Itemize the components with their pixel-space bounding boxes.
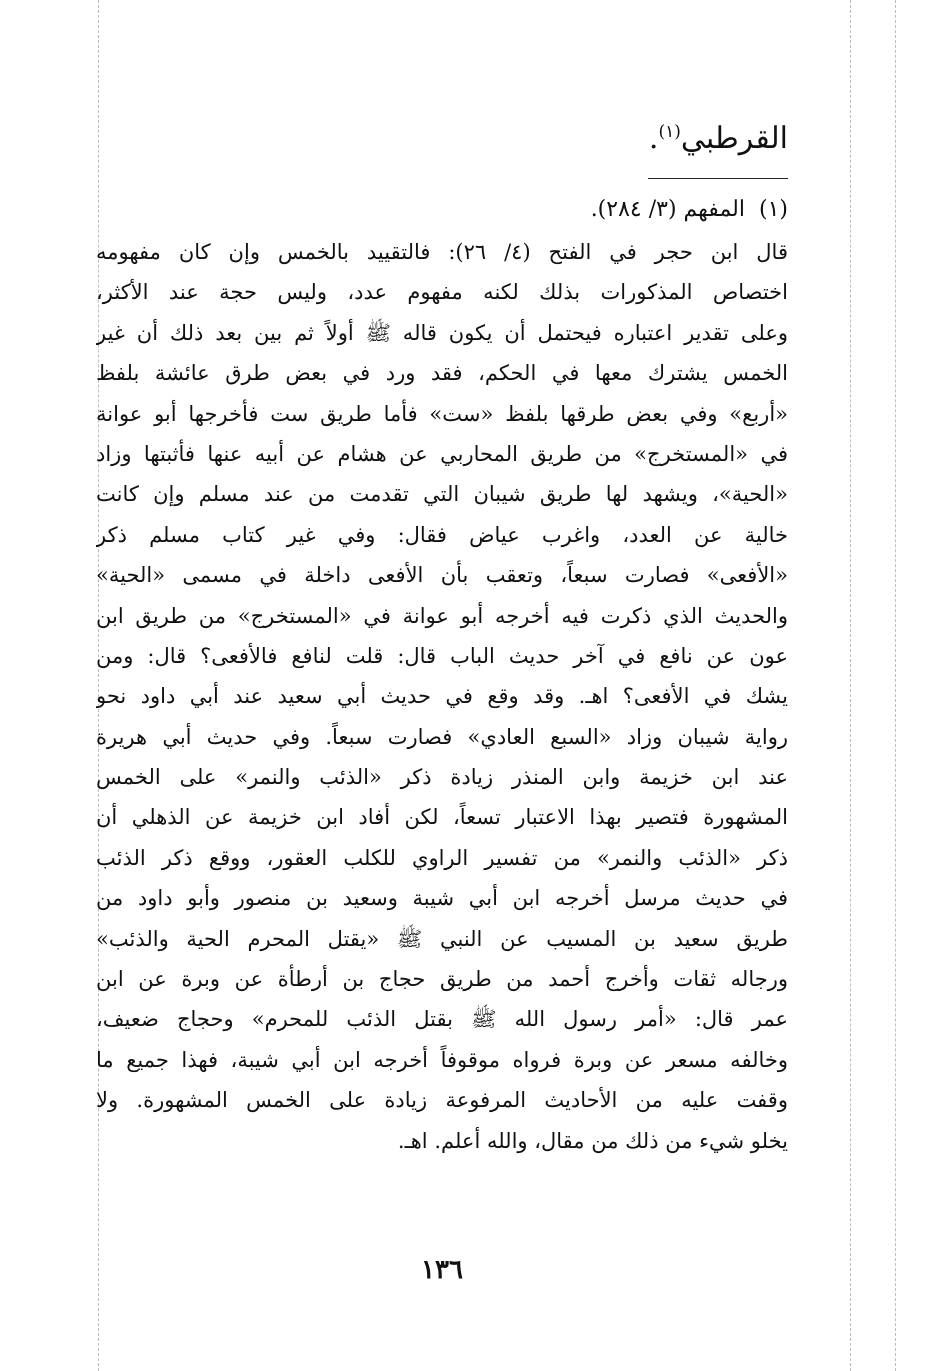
- book-page: [96, 0, 788, 1371]
- footnote-line: الخمس يشترك معها في الحكم، فقد ورد في بعض طرق عائشة بلفظ: [96, 361, 788, 386]
- footnote-line: وخالفه مسعر عن وبرة فرواه موقوفاً أخرجه ابن أبي شيبة، فهذا جميع ما: [96, 1047, 788, 1072]
- footnote-line: والحديث الذي ذكرت فيه أخرجه أبو عوانة في «المستخرج» من طريق ابن: [96, 603, 788, 628]
- footnote-line: عون عن نافع في آخر حديث الباب قال: قلت لنافع فالأفعى؟ قال: ومن: [96, 643, 788, 668]
- footnote-line: «أربع» وفي بعض طرقها بلفظ «ست» فأما طريق ست فأخرجها أبو عوانة: [96, 401, 788, 426]
- footnote-number: (١): [758, 197, 788, 222]
- footnote-line: عمر قال: «أمر رسول الله ﷺ بقتل الذئب للمحرم» وحجاج ضعيف،: [96, 1007, 788, 1032]
- footnote-separator: [648, 178, 788, 179]
- footnote-line: خالية عن العدد، واغرب عياض فقال: وفي غير كتاب مسلم ذكر: [96, 522, 788, 547]
- footnote-line: يخلو شيء من ذلك من مقال، والله أعلم. اهـ.: [397, 1128, 788, 1153]
- main-text-line: [96, 110, 788, 161]
- footnote-line: وقفت عليه من الأحاديث المرفوعة زيادة على الخمس المشهورة. ولا: [96, 1088, 788, 1113]
- footnote-line: في حديث مرسل أخرجه ابن أبي شيبة وسعيد بن منصور وأبو داود من: [96, 886, 788, 911]
- main-text-end: .: [648, 121, 659, 156]
- footnote-line: وعلى تقدير اعتباره فيحتمل أن يكون قاله ﷺ أولاً ثم بين بعد ذلك أن غير: [96, 320, 788, 345]
- footnote-line: عند ابن خزيمة وابن المنذر زيادة ذكر «الذئب والنمر» على الخمس: [96, 765, 788, 790]
- main-text-word: القرطبي: [680, 121, 788, 156]
- footnote-line: ذكر «الذئب والنمر» من تفسير الراوي للكلب العقور، ووقع ذكر الذئب: [96, 845, 788, 870]
- footnote-line: ورجاله ثقات وأخرج أحمد من طريق حجاج بن أرطأة عن وبرة عن ابن: [96, 967, 788, 992]
- footnote-line: في «المستخرج» من طريق المحاربي عن هشام عن أبيه عنها فأثبتها وزاد: [96, 441, 788, 466]
- footnote-line: رواية شيبان وزاد «السبع العادي» فصارت سبعاً. وفي حديث أبي هريرة: [96, 724, 788, 749]
- footnote-line: المشهورة فتصير بهذا الاعتبار تسعاً، لكن أفاد ابن خزيمة عن الذهلي أن: [96, 805, 788, 830]
- footnote-line: طريق سعيد بن المسيب عن النبي ﷺ «يقتل المحرم الحية والذئب»: [96, 926, 788, 951]
- footnote-body: [96, 232, 788, 1161]
- page-number: ١٣٦: [421, 1255, 463, 1285]
- footnote-line: يشك في الأفعى؟ اهـ. وقد وقع في حديث أبي سعيد عند أبي داود نحو: [96, 684, 788, 709]
- footnote-reference: [96, 190, 788, 230]
- footnote-marker: (١): [658, 122, 681, 142]
- footnote-source: المفهم (٣/ ٢٨٤).: [590, 197, 745, 222]
- footnote-line: «الحية»، ويشهد لها طريق شيبان التي تقدمت من عند مسلم وإن كانت: [96, 482, 788, 507]
- footnote-line: «الأفعى» فصارت سبعاً، وتعقب بأن الأفعى داخلة في مسمى «الحية»: [96, 563, 788, 588]
- right-guide-line: [850, 0, 851, 1371]
- footnote-line: اختصاص المذكورات بذلك لكنه مفهوم عدد، وليس حجة عند الأكثر،: [96, 280, 788, 305]
- outer-guide-line: [895, 0, 896, 1371]
- footnote-line: قال ابن حجر في الفتح (٤/ ٢٦): فالتقييد بالخمس وإن كان مفهومه: [96, 240, 788, 264]
